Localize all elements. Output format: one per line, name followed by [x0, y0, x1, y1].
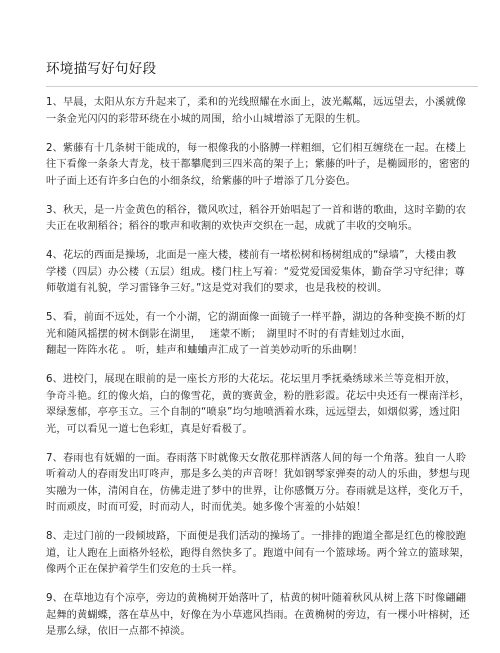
paragraph-line: 是那么绿，依旧一点都不掉淡。: [46, 626, 191, 637]
paragraph-line: 6、进校门，展现在眼前的是一座长方形的大花坛。花坛里月季抚桑绣球米兰等竞相开放，: [46, 374, 456, 385]
paragraph: [46, 203, 478, 236]
paragraph-line: 学楼（四层）办公楼（五层）组成。楼门柱上写着：“爱党爱国爱集体，勤奋学习守纪律；尊: [46, 266, 465, 278]
paragraph-line: 时而顽皮，时而可爱，时而动人，时而优美。她多像个害羞的小姑娘！: [46, 502, 367, 513]
paragraph-line: 争奇斗艳。红的像火焰，白的像雪花，黄的赛黄金，粉的胜彩霞。花坛中央还有一棵南洋杉，: [46, 390, 470, 402]
paragraph-line: 8、走过门前的一段倾坡路，下面便是我们活动的操场了。一排排的跑道全都是红色的橡胶跑: [46, 531, 467, 542]
paragraph: [46, 451, 478, 517]
paragraph: [46, 591, 478, 641]
paragraph-line: 像两个正在保护着学生们安危的士兵一样。: [46, 564, 243, 575]
paragraph-line: 3、秋天，是一片金黄色的稻谷，微风吹过，稻谷开始唱起了一首和谐的歌曲，这时辛勤的农: [46, 204, 467, 216]
paragraph-line: 4、花坛的西面是操场，北面是一座大楼，楼前有一堵松树和杨树组成的“绿墙”，大楼由教: [46, 250, 457, 261]
paragraph-line: 往下看像一条条大青龙，枝干都攀爬到三四米高的架子上；紫藤的叶子，是椭圆形的，密密的: [46, 159, 470, 170]
title-divider: [46, 86, 478, 87]
paragraph-line: 起舞的黄蝴蝶，落在草丛中，好像在为小草遮风挡雨。在黄桷树的旁边，有一棵小叶榕树，还: [46, 609, 470, 621]
paragraph-line: 实融为一体，清闲自在，仿佛走进了梦中的世界，让你感慨万分。春雨就是这样，变化万千，: [46, 485, 470, 497]
paragraph-line: 一条金光闪闪的彩带环绕在小城的周围，给小山城增添了无限的生机。: [46, 113, 367, 125]
paragraph-line: 夫正在收割稻谷；稻谷的歌声和收割的欢快声交织在一起，成就了丰收的交响乐。: [46, 221, 419, 232]
document-title: 环境描写好句好段: [46, 61, 157, 77]
paragraph-line: 2、紫藤有十几条树干能成的，每一根像我的小胳膊一样粗细，它们相互缠绕在一起。在楼上: [46, 142, 467, 154]
paragraph-line: 师敬道有礼貌，学习雷锋争三好。”这是党对我们的要求，也是我校的校训。: [46, 283, 388, 294]
paragraph: [46, 141, 478, 191]
paragraph-line: 7、春雨也有妩媚的一面。春雨落下时就像天女散花那样洒落人间的每一个角落。独自一人聆: [46, 452, 467, 464]
paragraph: [46, 529, 478, 579]
paragraph-line: 光，可以看见一道七色彩虹，真是好看极了。: [46, 423, 253, 435]
paragraph: [46, 310, 478, 360]
paragraph: [46, 372, 478, 438]
document-body: [46, 95, 478, 653]
paragraph-line: 翠绿葱郁，亭亭玉立。三个自制的“喷泉”均匀地喷洒着水珠，远远望去，如烟似雾，透过阳: [46, 407, 461, 418]
paragraph-line: 听着动人的春雨发出叮咚声，那是多么美的声音呀！犹如钢琴家弹奏的动人的乐曲，梦想与现: [46, 469, 470, 480]
paragraph-line: 9、在草地边有个凉亭，旁边的黄桷树开始落叶了，枯黄的树叶随着秋风从树上落下时像翩翩: [46, 593, 467, 604]
paragraph: [46, 95, 478, 128]
paragraph-line: 道，让人跑在上面格外轻松，跑得自然快多了。跑道中间有一个篮球场。两个耸立的篮球架，: [46, 547, 470, 559]
paragraph-line: 光和随风摇摆的树木倒影在湖里， 迷蒙不断； 湖里时不时的有青蛙划过水面，: [46, 328, 412, 340]
paragraph-line: 5、看，前面不远处，有一个小湖，它的湖面像一面镜子一样平静，湖边的各种变换不断的灯: [46, 312, 467, 323]
paragraph-line: 1、早晨，太阳从东方升起来了，柔和的光线照耀在水面上，波光粼粼，远远望去，小溪就像: [46, 97, 467, 108]
paragraph-line: 翻起一阵阵水花 。 听，蛙声和蛐蛐声汇成了一首美妙动听的乐曲啊！: [46, 345, 363, 356]
paragraph: [46, 248, 478, 298]
paragraph-line: 叶子面上还有许多白色的小细条纹，给紫藤的叶子增添了几分姿色。: [46, 175, 357, 187]
